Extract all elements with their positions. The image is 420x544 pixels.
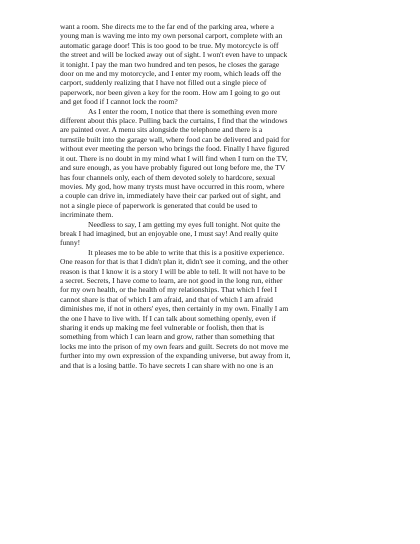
text-line: movies. My god, how many trysts must have occurred in this room, where	[60, 181, 285, 191]
text-line: break I had imagined, but an enjoyable one, I must say! And really quite	[60, 228, 279, 238]
paragraph	[60, 248, 362, 370]
text-line: it out. There is no doubt in my mind what I will find when I turn on the TV,	[60, 153, 288, 163]
text-line: automatic garage door! This is too good to be true. My motorcycle is off	[60, 40, 279, 50]
text-line: Needless to say, I am getting my eyes full tonight. Not quite the	[88, 219, 281, 229]
text-line: a couple can drive in, immediately have their car parked out of sight, and	[60, 191, 281, 201]
text-line: carport, suddenly realizing that I have not filled out a single piece of	[60, 78, 267, 88]
text-line: further into my own expression of the expanding universe, but away from it,	[60, 351, 291, 361]
text-line: and get food if I cannot lock the room?	[60, 97, 178, 107]
text-line: door on me and my motorcycle, and I enter my room, which leads off the	[60, 69, 282, 79]
text-line: diminishes me, if not in others' eyes, then certainly in my own. Finally I am	[60, 304, 289, 314]
paragraph	[60, 220, 362, 248]
text-line: As I enter the room, I notice that there is something even more	[88, 106, 278, 116]
text-line: something from which I can learn and grow, rather than something that	[60, 332, 275, 342]
text-line: different about this place. Pulling back the curtains, I find that the windows	[60, 116, 288, 126]
paragraph	[60, 107, 362, 220]
text-line: turnstile built into the garage wall, where food can be delivered and paid for	[60, 134, 290, 144]
text-line: without ever meeting the person who brings the food. Finally I have figured	[60, 144, 290, 154]
text-line: not a single piece of paperwork is generated that could be used to	[60, 200, 258, 210]
text-line: it tonight. I pay the man two hundred and ten pesos, he closes the garage	[60, 59, 280, 69]
paragraph	[60, 22, 362, 107]
text-line: want a room. She directs me to the far end of the parking area, where a	[60, 22, 274, 31]
text-line: cannot share is that of which I am afraid, and that of which I am afraid	[60, 294, 273, 304]
text-line: It pleases me to be able to write that this is a positive experience.	[88, 247, 285, 257]
text-line: reason is that I know it is a story I will be able to tell. It will not have to be	[60, 266, 286, 276]
text-line: the street and will be locked away out of sight. I won't even have to unpack	[60, 50, 288, 60]
text-line: has four channels only, each of them devoted solely to hardcore, sexual	[60, 172, 276, 182]
text-line: and sure enough, as you have probably figured out long before me, the TV	[60, 163, 286, 173]
text-line: One reason for that is that I didn't plan it, didn't see it coming, and the other	[60, 257, 289, 267]
text-line: sharing it ends up making me feel vulnerable or foolish, then that is	[60, 323, 264, 332]
text-line: funny!	[60, 238, 81, 248]
text-line: paperwork, nor been given a key for the room. How am I going to go out	[60, 87, 281, 97]
text-line: for my own health, or the health of my relationships. That which I feel I	[60, 285, 277, 295]
body-text	[60, 22, 362, 370]
text-line: are painted over. A menu sits alongside the telephone and there is a	[60, 125, 263, 135]
text-line: locks me into the prison of my own fears and guilt. Secrets do not move me	[60, 341, 289, 351]
text-line: a secret. Secrets, I have come to learn, are not good in the long run, either	[60, 275, 283, 285]
text-line: young man is waving me into my own personal carport, complete with an	[60, 31, 283, 41]
text-line: and that is a losing battle. To have secrets I can share with no one is an	[60, 360, 274, 370]
text-line: incriminate them.	[60, 210, 114, 220]
text-line: the one I have to live with. If I can talk about something openly, even if	[60, 313, 276, 323]
